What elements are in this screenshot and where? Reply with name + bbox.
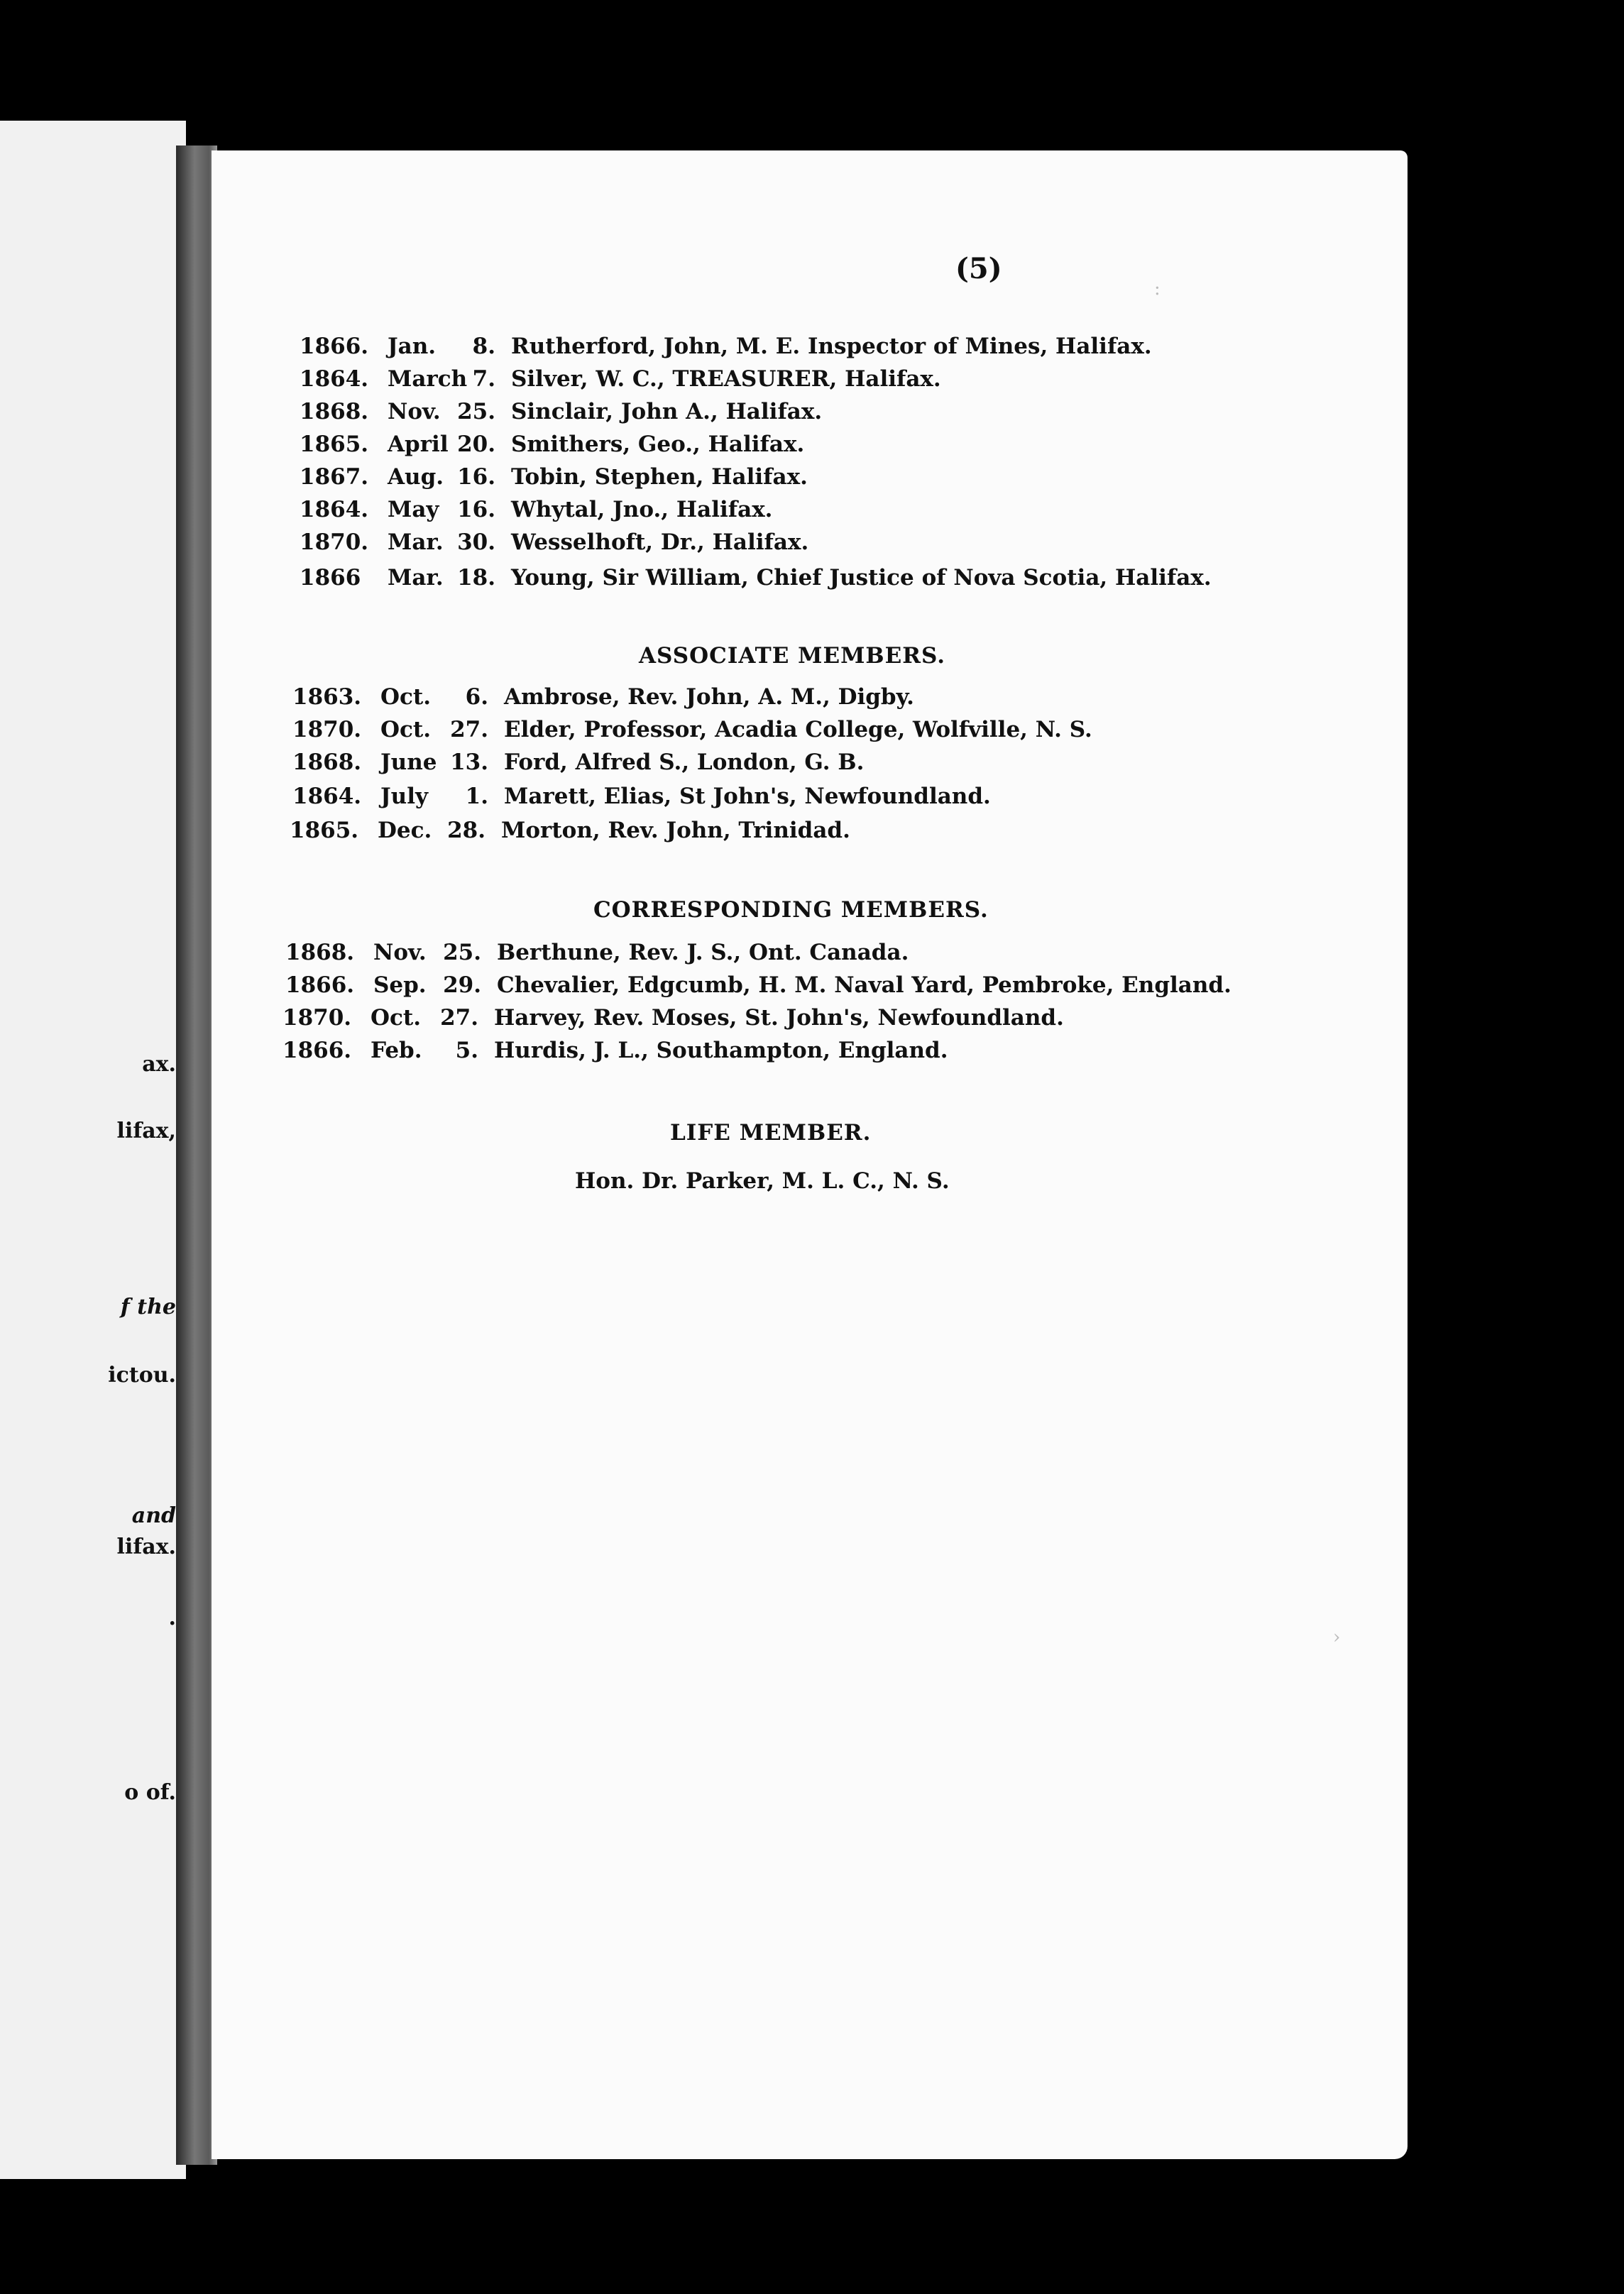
entry-name: Chevalier, Edgcumb, H. M. Naval Yard, Pembroke, England.: [497, 972, 1231, 998]
entry-year: 1864.: [300, 497, 369, 522]
entry-year: 1865.: [300, 432, 369, 457]
life-member-heading: LIFE MEMBER.: [670, 1120, 872, 1146]
entry-name: Silver, W. C., TREASURER, Halifax.: [511, 366, 941, 392]
entry-name: Young, Sir William, Chief Justice of Nova Scotia, Halifax.: [511, 565, 1212, 591]
entry-day: 16.: [457, 464, 495, 490]
entry-name: Wesselhoft, Dr., Halifax.: [511, 529, 809, 555]
entry-day: 25.: [457, 399, 495, 424]
entry-year: 1863.: [292, 684, 362, 710]
entry-month: Dec.: [378, 818, 432, 843]
entry-year: 1870.: [300, 529, 369, 555]
entry-day: 7.: [472, 366, 495, 392]
entry-year: 1870.: [292, 717, 362, 742]
facing-page-fragment: o of.: [124, 1780, 176, 1805]
entry-month: May: [388, 497, 439, 522]
facing-page-fragment: lifax.: [116, 1535, 176, 1559]
entry-year: 1866.: [300, 334, 369, 359]
entry-month: Aug.: [388, 464, 444, 490]
entry-day: 16.: [457, 497, 495, 522]
entry-name: Morton, Rev. John, Trinidad.: [501, 818, 850, 843]
entry-month: Sep.: [373, 972, 427, 998]
entry-name: Hurdis, J. L., Southampton, England.: [494, 1038, 948, 1063]
entry-year: 1864.: [292, 784, 362, 809]
entry-year: 1868.: [285, 940, 355, 965]
entry-year: 1867.: [300, 464, 369, 490]
associate-members-heading: ASSOCIATE MEMBERS.: [639, 643, 946, 669]
entry-name: Ambrose, Rev. John, A. M., Digby.: [504, 684, 914, 710]
entry-day: 13.: [450, 750, 488, 775]
entry-year: 1866.: [285, 972, 355, 998]
entry-month: Jan.: [388, 334, 437, 359]
entry-month: Mar.: [388, 565, 444, 591]
entry-name: Ford, Alfred S., London, G. B.: [504, 750, 865, 775]
entry-name: Rutherford, John, M. E. Inspector of Mines, Halifax.: [511, 334, 1152, 359]
document-page: [212, 150, 1408, 2159]
entry-name: Whytal, Jno., Halifax.: [511, 497, 773, 522]
entry-day: 27.: [450, 717, 488, 742]
entry-name: Tobin, Stephen, Halifax.: [511, 464, 808, 490]
facing-page-fragment: .: [168, 1606, 176, 1630]
entry-name: Marett, Elias, St John's, Newfoundland.: [504, 784, 991, 809]
bleed-through-mark: ›: [1333, 1627, 1341, 1648]
facing-page-fragment: f the: [120, 1295, 176, 1319]
entry-year: 1865.: [290, 818, 359, 843]
entry-year: 1864.: [300, 366, 369, 392]
entry-year: 1870.: [282, 1005, 352, 1031]
entry-day: 30.: [457, 529, 495, 555]
entry-month: March: [388, 366, 468, 392]
entry-month: July: [380, 784, 428, 809]
corresponding-members-heading: CORRESPONDING MEMBERS.: [593, 897, 989, 923]
facing-page: [0, 121, 186, 2179]
entry-day: 1.: [465, 784, 488, 809]
entry-month: Nov.: [373, 940, 427, 965]
entry-month: April: [388, 432, 449, 457]
entry-month: June: [380, 750, 437, 775]
facing-page-fragment: lifax,: [116, 1119, 176, 1143]
entry-month: Oct.: [380, 717, 431, 742]
entry-year: 1868.: [292, 750, 362, 775]
life-member-entry: Hon. Dr. Parker, M. L. C., N. S.: [575, 1168, 950, 1194]
page-number: (5): [955, 252, 1002, 285]
entry-year: 1866.: [282, 1038, 352, 1063]
entry-day: 20.: [457, 432, 495, 457]
entry-day: 25.: [443, 940, 481, 965]
facing-page-fragment: and: [131, 1503, 176, 1528]
facing-page-fragment: ax.: [142, 1052, 176, 1077]
entry-day: 18.: [457, 565, 495, 591]
entry-month: Feb.: [371, 1038, 422, 1063]
bleed-through-mark: :: [1154, 278, 1161, 300]
entry-name: Sinclair, John A., Halifax.: [511, 399, 823, 424]
entry-month: Nov.: [388, 399, 441, 424]
entry-day: 27.: [440, 1005, 478, 1031]
facing-page-fragment: ictou.: [108, 1363, 176, 1388]
entry-name: Smithers, Geo., Halifax.: [511, 432, 805, 457]
entry-day: 28.: [447, 818, 485, 843]
entry-name: Harvey, Rev. Moses, St. John's, Newfoundland.: [494, 1005, 1064, 1031]
entry-day: 8.: [472, 334, 495, 359]
entry-year: 1866: [300, 565, 361, 591]
entry-month: Mar.: [388, 529, 444, 555]
entry-day: 5.: [455, 1038, 478, 1063]
entry-month: Oct.: [371, 1005, 421, 1031]
entry-year: 1868.: [300, 399, 369, 424]
entry-name: Berthune, Rev. J. S., Ont. Canada.: [497, 940, 909, 965]
entry-day: 29.: [443, 972, 481, 998]
entry-day: 6.: [465, 684, 488, 710]
entry-month: Oct.: [380, 684, 431, 710]
entry-name: Elder, Professor, Acadia College, Wolfville, N. S.: [504, 717, 1092, 742]
